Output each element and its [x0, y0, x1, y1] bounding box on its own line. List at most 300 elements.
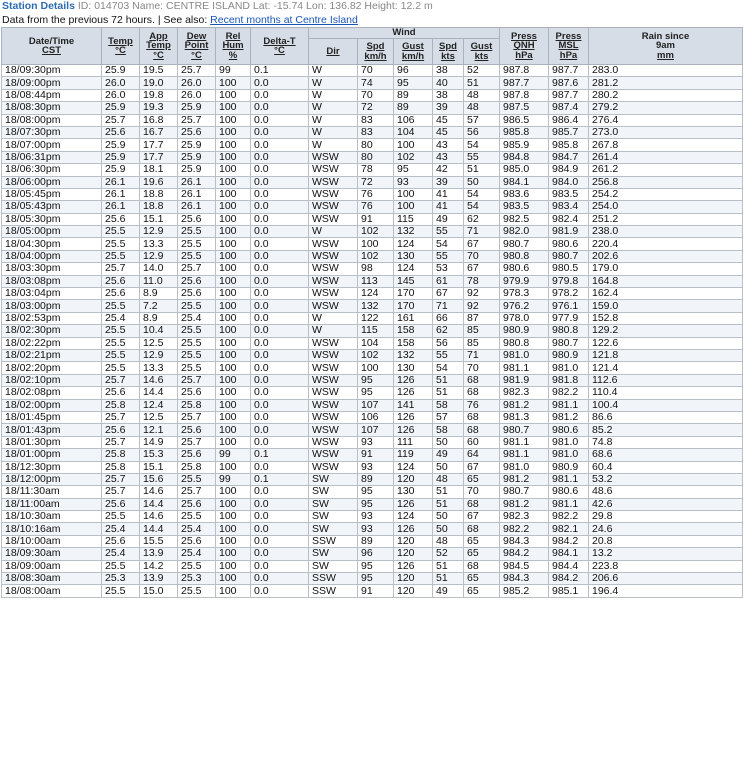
table-cell: 280.2 [589, 89, 743, 101]
table-cell: 978.2 [549, 288, 589, 300]
table-cell: 25.5 [178, 473, 216, 485]
table-cell: 0.0 [251, 548, 309, 560]
table-cell: 96 [394, 65, 433, 77]
table-cell: 981.9 [549, 226, 589, 238]
table-cell: 15.3 [140, 449, 178, 461]
col-rel-hum[interactable]: Rel Hum % [216, 28, 251, 65]
table-cell: 100 [216, 325, 251, 337]
table-cell: 124 [394, 238, 433, 250]
table-cell: 122.6 [589, 337, 743, 349]
table-cell: 93 [358, 523, 394, 535]
table-cell: 0.0 [251, 77, 309, 89]
table-cell: 100 [216, 548, 251, 560]
table-cell: 55 [433, 250, 464, 262]
table-cell: 87 [464, 312, 500, 324]
table-cell: 0.0 [251, 176, 309, 188]
table-cell: 74 [358, 77, 394, 89]
table-cell: 25.5 [178, 300, 216, 312]
table-cell: 25.5 [178, 250, 216, 262]
table-row [2, 312, 743, 324]
table-cell: 112.6 [589, 374, 743, 386]
table-cell: 161 [394, 312, 433, 324]
table-cell: 8.9 [140, 312, 178, 324]
table-cell: 987.8 [500, 65, 549, 77]
table-cell: 96 [358, 548, 394, 560]
table-row [2, 250, 743, 262]
table-cell: 238.0 [589, 226, 743, 238]
table-cell: 276.4 [589, 114, 743, 126]
table-cell: 107 [358, 424, 394, 436]
table-cell: 100 [216, 560, 251, 572]
table-cell: 981.3 [500, 411, 549, 423]
intro-text: Data from the previous 72 hours. | See also: [2, 14, 211, 26]
table-cell: 18/09:00am [2, 560, 102, 572]
table-cell: WSW [309, 188, 358, 200]
col-rain[interactable]: Rain since 9am mm [589, 28, 743, 65]
col-wind-dir[interactable]: Dir [309, 39, 358, 65]
table-cell: 93 [394, 176, 433, 188]
table-cell: W [309, 126, 358, 138]
table-cell: 18/05:45pm [2, 188, 102, 200]
table-cell: 54 [433, 362, 464, 374]
table-cell: 985.8 [549, 139, 589, 151]
table-cell: 158 [394, 337, 433, 349]
table-cell: 42.6 [589, 498, 743, 510]
table-cell: 18/03:00pm [2, 300, 102, 312]
table-cell: 124 [394, 511, 433, 523]
table-cell: 100 [216, 102, 251, 114]
table-cell: 976.2 [500, 300, 549, 312]
table-cell: WSW [309, 275, 358, 287]
table-cell: 25.9 [102, 102, 140, 114]
table-cell: 68 [464, 424, 500, 436]
table-cell: 12.4 [140, 399, 178, 411]
table-cell: 256.8 [589, 176, 743, 188]
table-cell: 25.9 [102, 151, 140, 163]
table-cell: 18/02:00pm [2, 399, 102, 411]
table-cell: 100 [216, 511, 251, 523]
table-cell: 85 [464, 337, 500, 349]
table-cell: 124 [358, 288, 394, 300]
table-cell: 18/01:30pm [2, 436, 102, 448]
table-cell: 100 [394, 139, 433, 151]
table-row [2, 325, 743, 337]
table-cell: 25.6 [178, 498, 216, 510]
table-cell: 120 [394, 573, 433, 585]
col-temp[interactable]: Temp °C [102, 28, 140, 65]
table-cell: 80 [358, 139, 394, 151]
table-cell: 202.6 [589, 250, 743, 262]
table-cell: 68 [464, 387, 500, 399]
recent-months-link[interactable]: Recent months at Centre Island [210, 14, 358, 26]
table-cell: 0.0 [251, 461, 309, 473]
table-row [2, 511, 743, 523]
table-cell: 14.4 [140, 523, 178, 535]
table-row [2, 498, 743, 510]
table-cell: 67 [464, 263, 500, 275]
table-cell: 25.7 [102, 114, 140, 126]
col-app-temp[interactable]: App Temp °C [140, 28, 178, 65]
table-cell: 66 [433, 312, 464, 324]
table-cell: 982.2 [549, 387, 589, 399]
col-wind-spd-kts[interactable]: Spd kts [433, 39, 464, 65]
table-cell: 68.6 [589, 449, 743, 461]
table-cell: 983.5 [549, 188, 589, 200]
table-cell: WSW [309, 238, 358, 250]
table-cell: WSW [309, 176, 358, 188]
table-cell: 115 [394, 213, 433, 225]
table-cell: 65 [464, 473, 500, 485]
col-press-qnh[interactable]: Press QNH hPa [500, 28, 549, 65]
table-cell: 25.5 [178, 560, 216, 572]
table-row [2, 436, 743, 448]
table-cell: 981.9 [500, 374, 549, 386]
table-cell: 100 [216, 151, 251, 163]
col-wind-spd-kmh[interactable]: Spd km/h [358, 39, 394, 65]
table-cell: 25.3 [102, 573, 140, 585]
table-cell: 26.1 [178, 201, 216, 213]
table-cell: 251.2 [589, 213, 743, 225]
table-cell: 18/08:44pm [2, 89, 102, 101]
table-cell: 85.2 [589, 424, 743, 436]
table-cell: 18/02:53pm [2, 312, 102, 324]
table-cell: 18/10:16am [2, 523, 102, 535]
table-cell: 15.5 [140, 535, 178, 547]
table-cell: 71 [433, 300, 464, 312]
intro-line [0, 13, 743, 27]
table-cell: 206.6 [589, 573, 743, 585]
table-cell: 51 [433, 387, 464, 399]
table-cell: 60 [464, 436, 500, 448]
table-cell: 25.8 [178, 461, 216, 473]
table-cell: 25.8 [102, 399, 140, 411]
table-cell: 102 [358, 250, 394, 262]
table-row [2, 548, 743, 560]
table-cell: 104 [394, 126, 433, 138]
table-cell: 980.7 [500, 424, 549, 436]
table-cell: 104 [358, 337, 394, 349]
table-cell: 979.9 [500, 275, 549, 287]
table-cell: WSW [309, 399, 358, 411]
table-cell: 89 [358, 473, 394, 485]
table-cell: 25.9 [178, 139, 216, 151]
table-cell: 12.1 [140, 424, 178, 436]
table-cell: 68 [464, 411, 500, 423]
table-cell: 0.0 [251, 560, 309, 572]
table-cell: 58 [433, 399, 464, 411]
table-cell: 18/05:43pm [2, 201, 102, 213]
table-cell: 0.0 [251, 511, 309, 523]
table-cell: 25.6 [178, 449, 216, 461]
table-cell: 50 [433, 461, 464, 473]
table-cell: 25.7 [178, 65, 216, 77]
table-cell: 99 [216, 65, 251, 77]
table-cell: 25.9 [102, 164, 140, 176]
table-cell: 0.0 [251, 288, 309, 300]
table-cell: 50 [433, 511, 464, 523]
col-dew-point[interactable]: Dew Point °C [178, 28, 216, 65]
table-cell: 25.5 [102, 238, 140, 250]
table-cell: 25.7 [178, 263, 216, 275]
table-cell: 120 [394, 473, 433, 485]
table-cell: 159.0 [589, 300, 743, 312]
table-cell: WSW [309, 300, 358, 312]
table-cell: W [309, 226, 358, 238]
table-cell: 126 [394, 523, 433, 535]
table-cell: 92 [464, 288, 500, 300]
table-cell: 982.4 [549, 213, 589, 225]
table-cell: 132 [394, 226, 433, 238]
observations-body [2, 65, 743, 598]
table-cell: 0.0 [251, 436, 309, 448]
table-cell: 70 [464, 486, 500, 498]
table-cell: 130 [394, 362, 433, 374]
table-row [2, 585, 743, 597]
table-cell: 65 [464, 548, 500, 560]
table-cell: 25.6 [102, 535, 140, 547]
col-press-msl[interactable]: Press MSL hPa [549, 28, 589, 65]
table-cell: 41 [433, 188, 464, 200]
table-cell: 25.8 [102, 449, 140, 461]
table-cell: 18/10:00am [2, 535, 102, 547]
table-cell: 106 [358, 411, 394, 423]
table-cell: 987.8 [500, 89, 549, 101]
table-cell: 981.1 [549, 473, 589, 485]
table-cell: 25.6 [178, 213, 216, 225]
table-cell: 25.4 [102, 523, 140, 535]
table-cell: 25.7 [178, 114, 216, 126]
table-cell: 14.4 [140, 387, 178, 399]
table-row [2, 399, 743, 411]
table-cell: 100 [216, 399, 251, 411]
table-cell: 100 [394, 201, 433, 213]
table-cell: 978.3 [500, 288, 549, 300]
table-cell: WSW [309, 288, 358, 300]
table-cell: 64 [464, 449, 500, 461]
table-cell: 25.3 [178, 573, 216, 585]
table-cell: 78 [464, 275, 500, 287]
table-cell: 25.7 [178, 436, 216, 448]
table-cell: 65 [464, 585, 500, 597]
table-cell: 120 [394, 585, 433, 597]
table-cell: 273.0 [589, 126, 743, 138]
table-cell: 51 [464, 77, 500, 89]
table-cell: 0.0 [251, 226, 309, 238]
table-cell: 61 [433, 275, 464, 287]
table-cell: 100 [216, 77, 251, 89]
table-cell: 980.7 [500, 238, 549, 250]
table-cell: 25.5 [178, 226, 216, 238]
table-cell: WSW [309, 424, 358, 436]
table-cell: 130 [394, 486, 433, 498]
col-datetime[interactable]: Date/Time CST [2, 28, 102, 65]
table-cell: 55 [433, 226, 464, 238]
table-cell: 981.0 [500, 349, 549, 361]
table-cell: 25.4 [102, 548, 140, 560]
table-cell: 18.8 [140, 201, 178, 213]
table-cell: 25.6 [178, 535, 216, 547]
table-cell: 132 [394, 349, 433, 361]
table-cell: 57 [464, 114, 500, 126]
table-cell: 18/01:45pm [2, 411, 102, 423]
table-cell: 18/12:00pm [2, 473, 102, 485]
col-delta-t[interactable]: Delta-T °C [251, 28, 309, 65]
table-cell: 100 [216, 337, 251, 349]
table-cell: 981.1 [500, 436, 549, 448]
table-cell: 984.5 [500, 560, 549, 572]
table-cell: 25.6 [178, 387, 216, 399]
table-cell: 67 [464, 238, 500, 250]
table-cell: 100 [216, 411, 251, 423]
col-wind-gust-kts[interactable]: Gust kts [464, 39, 500, 65]
table-row [2, 424, 743, 436]
table-cell: 18/11:00am [2, 498, 102, 510]
table-cell: 48 [464, 102, 500, 114]
table-cell: WSW [309, 337, 358, 349]
table-cell: W [309, 89, 358, 101]
table-cell: 25.6 [102, 126, 140, 138]
table-cell: 0.0 [251, 387, 309, 399]
table-cell: 13.3 [140, 238, 178, 250]
table-cell: WSW [309, 164, 358, 176]
table-cell: 107 [358, 399, 394, 411]
table-cell: 19.5 [140, 65, 178, 77]
table-row [2, 300, 743, 312]
table-cell: 20.8 [589, 535, 743, 547]
table-row [2, 77, 743, 89]
table-cell: 43 [433, 151, 464, 163]
table-cell: W [309, 65, 358, 77]
table-cell: 67 [464, 461, 500, 473]
table-cell: 100 [216, 349, 251, 361]
table-cell: 91 [358, 213, 394, 225]
table-cell: 25.5 [102, 362, 140, 374]
table-cell: 283.0 [589, 65, 743, 77]
table-cell: 100 [216, 387, 251, 399]
table-cell: 99 [216, 449, 251, 461]
header-row-top [2, 28, 743, 39]
table-cell: SW [309, 523, 358, 535]
table-cell: 17.7 [140, 151, 178, 163]
table-cell: 50 [464, 176, 500, 188]
table-cell: W [309, 325, 358, 337]
table-cell: 25.5 [102, 250, 140, 262]
table-cell: 15.6 [140, 473, 178, 485]
table-cell: 71 [464, 226, 500, 238]
table-cell: 100 [216, 523, 251, 535]
table-cell: 100 [216, 362, 251, 374]
table-cell: 54 [433, 238, 464, 250]
table-cell: 0.0 [251, 164, 309, 176]
table-cell: 54 [464, 139, 500, 151]
table-cell: 985.2 [500, 585, 549, 597]
table-cell: 29.8 [589, 511, 743, 523]
table-cell: 986.4 [549, 114, 589, 126]
table-cell: 0.0 [251, 300, 309, 312]
table-cell: 18/03:30pm [2, 263, 102, 275]
table-cell: 0.0 [251, 250, 309, 262]
table-cell: 113 [358, 275, 394, 287]
table-cell: 19.0 [140, 77, 178, 89]
table-row [2, 65, 743, 77]
table-cell: 983.5 [500, 201, 549, 213]
table-cell: 120 [394, 535, 433, 547]
table-cell: SSW [309, 585, 358, 597]
table-cell: 254.2 [589, 188, 743, 200]
table-cell: 11.0 [140, 275, 178, 287]
table-cell: 981.2 [549, 411, 589, 423]
table-cell: 51 [433, 560, 464, 572]
table-cell: 56 [433, 337, 464, 349]
table-cell: 25.7 [102, 374, 140, 386]
table-cell: 0.0 [251, 213, 309, 225]
table-cell: 45 [433, 126, 464, 138]
table-cell: 25.6 [178, 424, 216, 436]
table-cell: 25.6 [102, 288, 140, 300]
table-cell: 65 [464, 573, 500, 585]
col-wind-gust-kmh[interactable]: Gust km/h [394, 39, 433, 65]
table-cell: 170 [394, 300, 433, 312]
table-cell: 25.5 [102, 325, 140, 337]
table-cell: 261.2 [589, 164, 743, 176]
table-cell: 0.0 [251, 349, 309, 361]
table-cell: 70 [358, 65, 394, 77]
table-cell: 100 [216, 89, 251, 101]
table-cell: 141 [394, 399, 433, 411]
table-cell: 100 [216, 126, 251, 138]
table-row [2, 114, 743, 126]
table-cell: 49 [433, 449, 464, 461]
table-cell: 25.5 [102, 349, 140, 361]
table-row [2, 387, 743, 399]
table-cell: 49 [433, 585, 464, 597]
col-group-wind: Wind [309, 28, 500, 39]
table-cell: 126 [394, 411, 433, 423]
table-cell: 25.5 [178, 325, 216, 337]
table-cell: 18.1 [140, 164, 178, 176]
table-cell: 13.9 [140, 548, 178, 560]
table-cell: 99 [216, 473, 251, 485]
table-cell: 25.4 [178, 312, 216, 324]
table-cell: 18/03:08pm [2, 275, 102, 287]
table-cell: 18/09:30pm [2, 65, 102, 77]
table-cell: 12.9 [140, 349, 178, 361]
table-row [2, 164, 743, 176]
table-cell: 25.5 [102, 300, 140, 312]
table-cell: 100 [216, 114, 251, 126]
table-cell: WSW [309, 411, 358, 423]
table-cell: 983.6 [500, 188, 549, 200]
table-cell: 126 [394, 498, 433, 510]
table-row [2, 151, 743, 163]
table-cell: 85 [464, 325, 500, 337]
table-cell: 18/08:00am [2, 585, 102, 597]
table-cell: SW [309, 473, 358, 485]
table-cell: 100 [216, 436, 251, 448]
observations-table [1, 27, 743, 598]
table-cell: 26.1 [102, 176, 140, 188]
table-row [2, 337, 743, 349]
table-cell: 89 [358, 535, 394, 547]
table-cell: 980.9 [549, 461, 589, 473]
table-cell: 261.4 [589, 151, 743, 163]
table-cell: 18/06:00pm [2, 176, 102, 188]
table-cell: 38 [433, 89, 464, 101]
table-cell: WSW [309, 436, 358, 448]
table-cell: 984.4 [549, 560, 589, 572]
table-cell: 71 [464, 349, 500, 361]
table-cell: 980.8 [500, 337, 549, 349]
